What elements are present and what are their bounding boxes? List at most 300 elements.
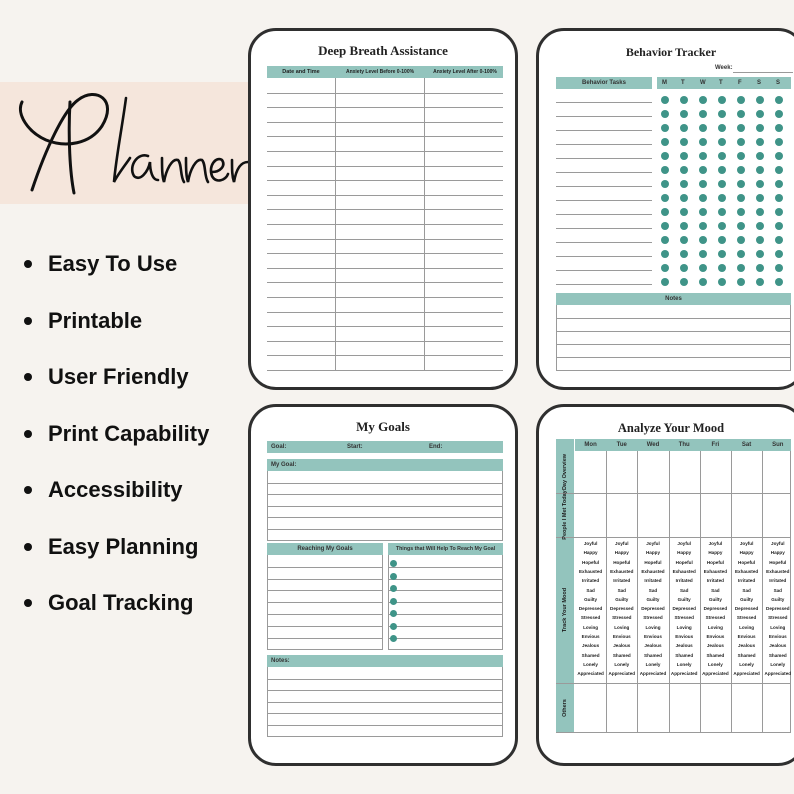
tracker-dot (718, 278, 726, 286)
task-line (556, 116, 652, 117)
goal-border (267, 471, 268, 540)
mood-option: Lonely (583, 661, 598, 667)
things-line (388, 567, 503, 568)
bullet-icon (24, 373, 32, 381)
tracker-dot (718, 250, 726, 258)
mood-day-label: Tue (616, 442, 627, 448)
tracker-dot (661, 250, 669, 258)
mood-option: Joyful (708, 541, 723, 546)
tracker-dot (737, 152, 745, 160)
bullet-icon (24, 430, 32, 438)
tracker-dot (661, 124, 669, 132)
goal-bar (267, 441, 503, 453)
mood-option: Jealous (738, 643, 756, 649)
tracker-dot (737, 138, 745, 146)
reaching-line (267, 579, 383, 580)
day-label: T (681, 80, 685, 86)
row-line (267, 370, 503, 371)
week-label: Week: (715, 65, 733, 71)
mood-option: Hopeful (644, 559, 662, 565)
tracker-dot (718, 110, 726, 118)
mood-option: Guilty (771, 596, 785, 602)
notes-line (267, 713, 503, 714)
tracker-dot (775, 236, 783, 244)
bullet-icon (24, 486, 32, 494)
mood-option: Stressed (580, 615, 601, 621)
task-line (556, 214, 652, 215)
mood-option: Guilty (646, 596, 660, 602)
goal-step-dot (390, 623, 397, 630)
mood-day-label: Fri (711, 442, 720, 448)
behavior-tracker-card (536, 28, 794, 390)
tracker-dot (661, 222, 669, 230)
mood-option: Happy (583, 550, 598, 556)
goal-step-dot (390, 573, 397, 580)
row-line (267, 151, 503, 152)
tracker-dot (718, 180, 726, 188)
feature-item: Easy Planning (22, 529, 209, 586)
mood-row-label: Others (562, 698, 568, 717)
task-line (556, 130, 652, 131)
mood-option: Jealous (706, 643, 724, 649)
days-header (657, 77, 791, 89)
tracker-dot (680, 96, 688, 104)
task-line (556, 102, 652, 103)
mood-option: Appreciated (608, 671, 636, 677)
tracker-dot (661, 166, 669, 174)
mood-option: Hopeful (706, 559, 724, 565)
mood-option: Lonely (739, 661, 754, 667)
feature-item: Accessibility (22, 472, 209, 529)
feature-item: User Friendly (22, 359, 209, 416)
tracker-dot (699, 166, 707, 174)
notes-header (267, 655, 503, 667)
mood-option: Sad (648, 587, 658, 593)
row-line (267, 239, 503, 240)
mood-option: Irritated (738, 578, 756, 584)
goal-step-dot (390, 610, 397, 617)
tracker-dot (775, 110, 783, 118)
tracker-dot (699, 96, 707, 104)
mood-option: Guilty (708, 596, 722, 602)
mood-option: Envious (768, 634, 787, 639)
reaching-label: Reaching My Goals (297, 546, 353, 552)
mood-option: Guilty (677, 596, 691, 602)
task-line (556, 172, 652, 173)
tracker-dot (737, 124, 745, 132)
mood-row-label: Track Your Mood (562, 587, 568, 633)
things-line (388, 614, 503, 615)
row-line (267, 355, 503, 356)
mood-option: Sad (742, 587, 751, 593)
tracker-dot (699, 278, 707, 286)
feature-item: Goal Tracking (22, 585, 209, 642)
tracker-dot (680, 236, 688, 244)
mood-option: Depressed (703, 606, 728, 612)
mood-day-label: Thu (678, 442, 690, 448)
mood-option: Jealous (675, 643, 693, 649)
tracker-dot (756, 180, 764, 188)
mood-option: Sad (617, 587, 626, 593)
mood-day-label: Mon (584, 442, 597, 448)
notes-line (556, 331, 791, 332)
row-line (267, 253, 503, 254)
tracker-dot (699, 152, 707, 160)
mood-option: Loving (707, 624, 723, 630)
mood-option: Loving (676, 624, 692, 630)
task-line (556, 228, 652, 229)
tracker-dot (775, 250, 783, 258)
tracker-dot (737, 222, 745, 230)
mood-option: Shamed (737, 652, 756, 658)
tracker-dot (661, 236, 669, 244)
tracker-dot (718, 264, 726, 272)
reaching-line (267, 590, 383, 591)
tracker-dot (756, 208, 764, 216)
mood-option: Happy (770, 550, 785, 556)
feature-list (22, 246, 209, 642)
reaching-border (382, 555, 383, 649)
tracker-dot (737, 180, 745, 188)
tracker-dot (680, 166, 688, 174)
tracker-dot (756, 278, 764, 286)
goal-line (267, 494, 503, 495)
mood-section-line (556, 732, 791, 733)
mood-option: Sad (773, 587, 782, 593)
mood-option: Appreciated (733, 671, 760, 677)
things-line (388, 649, 503, 650)
tracker-dot (718, 222, 726, 230)
tracker-dot (718, 208, 726, 216)
mood-option: Stressed (612, 615, 632, 621)
mood-option: Jealous (613, 643, 631, 649)
tracker-dot (756, 166, 764, 174)
mood-section-line (556, 537, 791, 538)
tracker-dot (718, 194, 726, 202)
mood-option: Sad (586, 587, 595, 593)
notes-line (267, 736, 503, 737)
mood-row-label: People I Met Today (562, 490, 568, 540)
tracker-dot (699, 236, 707, 244)
tracker-dot (680, 138, 688, 146)
row-line (267, 297, 503, 298)
mood-option: Irritated (675, 578, 693, 584)
mood-option: Joyful (771, 541, 785, 546)
notes-line (556, 370, 791, 371)
tracker-dot (680, 208, 688, 216)
mood-option: Irritated (769, 578, 787, 584)
tracker-dot (756, 236, 764, 244)
column-header: Anxiety Level Before 0-100% (345, 69, 415, 75)
tracker-dot (661, 194, 669, 202)
things-line (388, 579, 503, 580)
tracker-dot (699, 138, 707, 146)
mood-option: Loving (770, 624, 786, 630)
things-line (388, 590, 503, 591)
tracker-dot (775, 278, 783, 286)
bullet-icon (24, 260, 32, 268)
tracker-dot (718, 152, 726, 160)
day-label: F (738, 80, 742, 86)
bullet-icon (24, 599, 32, 607)
week-line (733, 72, 793, 73)
reaching-line (267, 614, 383, 615)
deep-breath-card (248, 28, 518, 390)
mood-option: Irritated (644, 578, 662, 584)
row-line (267, 180, 503, 181)
tracker-dot (737, 96, 745, 104)
task-line (556, 186, 652, 187)
mood-title: Analyze Your Mood (617, 421, 725, 435)
my-goal-label: My Goal: (271, 462, 297, 468)
tracker-dot (699, 180, 707, 188)
task-line (556, 144, 652, 145)
mood-section-line (556, 683, 791, 684)
things-line (388, 638, 503, 639)
tracker-dot (775, 180, 783, 188)
day-label: S (757, 80, 762, 86)
bullet-icon (24, 543, 32, 551)
tracker-dot (756, 96, 764, 104)
notes-line (556, 344, 791, 345)
planner-script-logo (6, 78, 256, 203)
mood-option: Appreciated (577, 671, 604, 677)
mood-option: Happy (677, 550, 692, 556)
tracker-dot (699, 208, 707, 216)
my-goal-header (267, 459, 503, 471)
tracker-dot (775, 222, 783, 230)
tracker-dot (680, 264, 688, 272)
mood-option: Depressed (641, 606, 665, 612)
task-line (556, 284, 652, 285)
day-label: T (719, 80, 723, 86)
things-label: Things that Will Help To Reach My Goal (395, 546, 496, 552)
tracker-dot (775, 194, 783, 202)
tracker-dot (680, 110, 688, 118)
behavior-title: Behavior Tracker (625, 45, 717, 59)
mood-option: Stressed (736, 615, 757, 621)
my-goals-card (248, 404, 518, 766)
mood-option: Happy (645, 550, 660, 556)
deep-breath-title: Deep Breath Assistance (318, 43, 448, 58)
tracker-dot (718, 166, 726, 174)
mood-option: Exhausted (578, 568, 603, 574)
tracker-dot (737, 194, 745, 202)
tracker-dot (661, 110, 669, 118)
mood-option: Loving (614, 624, 630, 630)
mood-option: Jealous (644, 643, 662, 649)
mood-option: Sad (711, 587, 720, 593)
mood-option: Appreciated (764, 671, 792, 677)
notes-line (556, 318, 791, 319)
mood-option: Stressed (643, 615, 663, 621)
mood-option: Happy (739, 550, 754, 556)
mood-option: Loving (645, 624, 661, 630)
mood-option: Depressed (610, 606, 634, 612)
mood-option: Hopeful (613, 559, 631, 565)
tracker-dot (661, 264, 669, 272)
row-line (267, 268, 503, 269)
tracker-dot (756, 124, 764, 132)
mood-option: Appreciated (670, 671, 698, 677)
analyze-mood-card (536, 404, 794, 766)
mood-row-label: Day Overview (562, 453, 568, 491)
notes-border (267, 667, 268, 736)
tracker-dot (699, 194, 707, 202)
notes-border (556, 305, 557, 370)
tracker-dot (718, 96, 726, 104)
mood-option: Lonely (770, 661, 786, 667)
tracker-dot (737, 264, 745, 272)
mood-option: Envious (581, 634, 600, 639)
reaching-line (267, 567, 383, 568)
reaching-line (267, 602, 383, 603)
mood-option: Envious (706, 634, 725, 639)
tracker-dot (775, 264, 783, 272)
tracker-dot (737, 250, 745, 258)
mood-option: Shamed (768, 652, 787, 658)
reaching-line (267, 649, 383, 650)
tracker-dot (737, 208, 745, 216)
mood-option: Depressed (766, 606, 790, 612)
tracker-dot (756, 194, 764, 202)
mood-option: Hopeful (675, 559, 693, 565)
mood-option: Shamed (675, 652, 694, 658)
row-line (267, 107, 503, 108)
tracker-dot (661, 180, 669, 188)
tracker-dot (699, 222, 707, 230)
mood-option: Jealous (769, 643, 787, 649)
mood-option: Exhausted (766, 568, 790, 574)
goal-line (267, 506, 503, 507)
tracker-dot (680, 194, 688, 202)
tracker-dot (661, 278, 669, 286)
mood-option: Depressed (734, 606, 759, 612)
things-border (502, 555, 503, 649)
tracker-dot (718, 138, 726, 146)
mood-option: Guilty (740, 596, 754, 602)
mood-option: Joyful (646, 541, 660, 546)
mood-option: Joyful (739, 541, 754, 546)
goal-step-dot (390, 585, 397, 592)
mood-option: Irritated (613, 578, 631, 584)
tracker-dot (775, 152, 783, 160)
mood-option: Joyful (583, 541, 598, 546)
mood-option: Irritated (706, 578, 724, 584)
mood-option: Shamed (612, 652, 631, 658)
mood-option: Hopeful (582, 559, 600, 565)
row-line (267, 341, 503, 342)
goal-line (267, 483, 503, 484)
tracker-dot (737, 166, 745, 174)
mood-option: Loving (739, 624, 755, 630)
tracker-dot (756, 250, 764, 258)
mood-section-line (556, 493, 791, 494)
notes-line (556, 357, 791, 358)
tracker-dot (737, 110, 745, 118)
tracker-dot (718, 124, 726, 132)
mood-option: Stressed (768, 615, 788, 621)
tracker-dot (661, 152, 669, 160)
feature-item: Print Capability (22, 416, 209, 473)
things-border (388, 555, 389, 649)
mood-option: Jealous (582, 643, 600, 649)
goal-line (267, 517, 503, 518)
mood-option: Envious (737, 634, 756, 639)
goals-notes-label: Notes: (271, 658, 290, 664)
bullet-icon (24, 317, 32, 325)
notes-line (267, 679, 503, 680)
mood-option: Envious (612, 634, 631, 639)
mood-option: Depressed (578, 606, 603, 612)
row-line (267, 282, 503, 283)
tracker-dot (680, 180, 688, 188)
mood-option: Exhausted (734, 568, 759, 574)
mood-option: Joyful (615, 541, 629, 546)
mood-option: Lonely (614, 661, 630, 667)
reaching-line (267, 638, 383, 639)
goal-line (267, 529, 503, 530)
tracker-dot (718, 236, 726, 244)
mood-option: Depressed (672, 606, 696, 612)
tracker-dot (756, 264, 764, 272)
reaching-border (267, 555, 268, 649)
mood-option: Appreciated (702, 671, 729, 677)
mood-option: Shamed (644, 652, 662, 658)
mood-option: Guilty (615, 596, 629, 602)
goal-line (267, 540, 503, 541)
day-label: S (776, 80, 781, 86)
notes-header-label: Notes (665, 296, 682, 302)
tracker-dot (737, 236, 745, 244)
task-line (556, 256, 652, 257)
task-line (556, 158, 652, 159)
goals-title: My Goals (356, 419, 410, 434)
goal-step-dot (390, 560, 397, 567)
row-line (267, 122, 503, 123)
task-line (556, 242, 652, 243)
mood-option: Exhausted (703, 568, 727, 574)
mood-option: Happy (708, 550, 723, 556)
reaching-line (267, 626, 383, 627)
notes-line (267, 690, 503, 691)
tracker-dot (699, 124, 707, 132)
goal-step-dot (390, 598, 397, 605)
mood-day-label: Sun (772, 442, 784, 448)
things-line (388, 626, 503, 627)
row-line (267, 136, 503, 137)
mood-option: Exhausted (672, 568, 696, 574)
task-line (556, 270, 652, 271)
mood-option: Hopeful (769, 559, 787, 565)
mood-option: Lonely (707, 661, 723, 667)
mood-option: Shamed (706, 652, 725, 658)
tracker-dot (661, 138, 669, 146)
mood-option: Guilty (584, 596, 598, 602)
tracker-dot (756, 222, 764, 230)
tracker-dot (775, 96, 783, 104)
tracker-dot (699, 264, 707, 272)
tracker-dot (680, 222, 688, 230)
column-divider (424, 78, 425, 370)
mood-option: Irritated (582, 578, 600, 584)
notes-border (790, 305, 791, 370)
mood-option: Stressed (705, 615, 726, 621)
mood-option: Envious (675, 634, 694, 639)
tracker-dot (661, 208, 669, 216)
mood-option: Lonely (645, 661, 661, 667)
mood-option: Stressed (674, 615, 694, 621)
